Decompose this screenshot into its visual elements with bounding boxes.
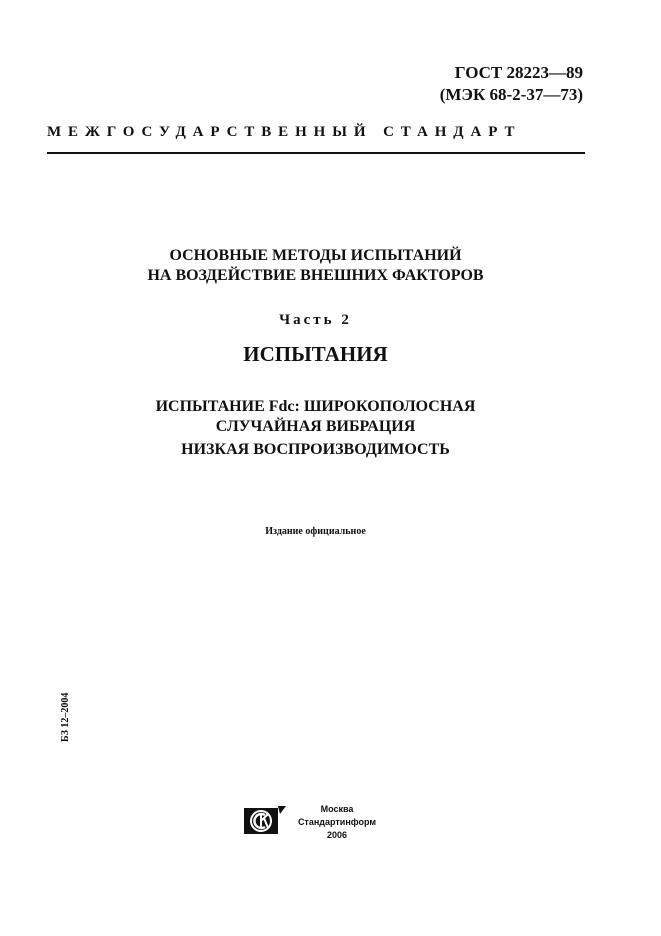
- gost-number: ГОСТ 28223—89: [454, 63, 583, 82]
- title-line-1: ОСНОВНЫЕ МЕТОДЫ ИСПЫТАНИЙ: [169, 247, 462, 264]
- publisher-city: Москва: [320, 804, 354, 814]
- publisher-year: 2006: [326, 830, 348, 840]
- part-label: Часть 2: [279, 312, 352, 328]
- document-title: [0, 246, 631, 286]
- side-code: БЗ 12–2004: [60, 692, 71, 742]
- edition-note: Издание официальное: [265, 526, 366, 537]
- subtitle-line-3: НИЗКАЯ ВОСПРОИЗВОДИМОСТЬ: [181, 441, 450, 458]
- publisher-logo-icon: [244, 806, 286, 836]
- subtitle-line-1: ИСПЫТАНИЕ Fdc: ШИРОКОПОЛОСНАЯ: [155, 398, 476, 415]
- document-number-block: [440, 62, 583, 106]
- title-line-2: НА ВОЗДЕЙСТВИЕ ВНЕШНИХ ФАКТОРОВ: [147, 267, 484, 284]
- standard-type-banner: МЕЖГОСУДАРСТВЕННЫЙ СТАНДАРТ: [47, 124, 522, 140]
- test-subtitle: [0, 397, 631, 437]
- banner-divider: [47, 152, 585, 154]
- subtitle-line-2: СЛУЧАЙНАЯ ВИБРАЦИЯ: [215, 418, 416, 435]
- part-title: ИСПЫТАНИЯ: [243, 342, 388, 366]
- publisher-block: [290, 803, 384, 842]
- publisher-name: Стандартинформ: [297, 817, 377, 827]
- iec-number: (МЭК 68-2-37—73): [439, 85, 583, 104]
